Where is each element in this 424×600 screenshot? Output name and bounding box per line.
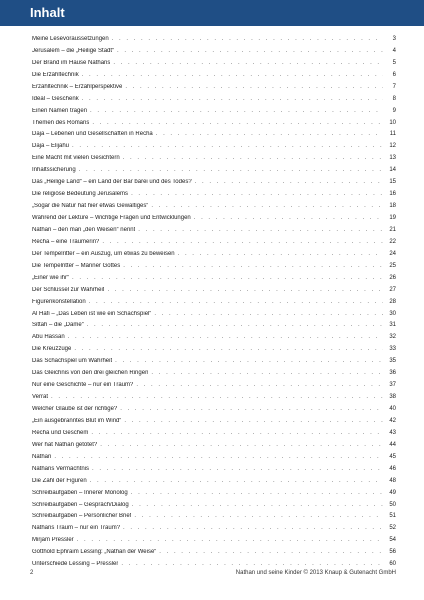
toc-entry <box>32 43 396 55</box>
toc-entry <box>32 234 396 246</box>
toc-entry-title: Gotthold Ephraim Lessing: „Nathan der Weise“ <box>32 549 157 556</box>
toc-entry-title: Welcher Glaube ist der richtige? <box>32 406 118 412</box>
toc-entry-title: Inhaltssicherung <box>32 167 76 174</box>
toc-leader-dots <box>54 454 383 461</box>
toc-entry-title: Während der Lektüre – Wichtige Fragen und Entwicklungen <box>32 215 191 221</box>
toc-entry <box>32 150 396 162</box>
toc-entry-title: Al Hafi – „Das Leben ist wie ein Schachspiel“ <box>32 310 152 317</box>
toc-entry <box>32 222 396 234</box>
toc-entry-title: Der Brand im Hause Nathans <box>32 59 111 66</box>
toc-entry <box>32 246 396 258</box>
toc-entry-page: 3 <box>392 35 396 42</box>
toc-entry-page: 16 <box>389 191 396 198</box>
footer-page-number: 2 <box>30 570 34 576</box>
toc-entry-title: Verrat <box>32 394 49 401</box>
toc-leader-dots <box>123 263 383 270</box>
toc-entry-page: 60 <box>389 561 396 568</box>
toc-entry <box>32 282 396 294</box>
toc-entry <box>32 127 396 139</box>
toc-entry-page: 32 <box>389 334 396 341</box>
toc-entry-page: 12 <box>389 143 396 150</box>
toc-entry <box>32 306 396 318</box>
toc-entry <box>32 186 396 198</box>
page-header <box>0 0 424 26</box>
toc-entry-title: Wer hat Nathan getötet? <box>32 441 98 448</box>
toc-entry-title: Ideal – Geschenk <box>32 95 79 102</box>
toc-leader-dots <box>117 48 383 55</box>
toc-entry-title: Die Zahl der Figuren <box>32 477 87 484</box>
toc-entry-title: Figurenkonstellation <box>32 298 86 305</box>
toc-entry-title: Der Schlüssel zur Wahrheit <box>32 286 105 293</box>
toc-leader-dots <box>194 215 383 222</box>
toc-entry-title: Recha – eine Träumerin? <box>32 238 100 245</box>
toc-entry-title: Der Tempelritter – ein Auszug, um etwas zu beweisen <box>32 250 175 257</box>
toc-entry <box>32 318 396 330</box>
toc-entry <box>32 520 396 532</box>
toc-entry-page: 19 <box>389 215 396 221</box>
toc-entry <box>32 329 396 341</box>
toc-entry-page: 50 <box>389 501 396 508</box>
toc-entry <box>32 55 396 67</box>
toc-leader-dots <box>156 131 383 138</box>
toc-entry <box>32 365 396 377</box>
toc-entry-page: 8 <box>392 95 396 102</box>
toc-entry-page: 37 <box>389 382 396 389</box>
toc-leader-dots <box>113 60 383 67</box>
toc-entry <box>32 270 396 282</box>
toc-entry <box>32 449 396 461</box>
toc-entry-page: 5 <box>392 59 396 66</box>
toc-leader-dots <box>154 311 383 318</box>
toc-entry-page: 4 <box>392 47 396 54</box>
toc-entry-page: 10 <box>389 119 396 126</box>
toc-entry-title: Themen des Romans <box>32 119 90 126</box>
toc-entry-title: Einen Namen tragen <box>32 107 88 114</box>
toc-entry-page: 51 <box>389 513 396 520</box>
toc-entry <box>32 509 396 521</box>
toc-entry-title: Das Gleichnis von den drei gleichen Ringen <box>32 370 149 377</box>
toc-leader-dots <box>107 287 383 294</box>
toc-entry-page: 56 <box>389 549 396 556</box>
toc-entry-title: „Sogar die Natur hat hier etwas Gewaltiges“ <box>32 203 149 210</box>
toc-leader-dots <box>124 418 383 425</box>
toc-leader-dots <box>151 203 383 210</box>
toc-entry-title: Mirjam Pressler <box>32 537 74 544</box>
toc-leader-dots <box>123 155 383 162</box>
toc-entry-page: 45 <box>389 453 396 460</box>
toc-entry <box>32 79 396 91</box>
toc-entry-page: 35 <box>389 358 396 365</box>
toc-leader-dots <box>131 490 383 497</box>
toc-leader-dots <box>68 334 383 341</box>
toc-entry <box>32 162 396 174</box>
toc-entry-page: 21 <box>389 226 396 233</box>
toc-entry <box>32 461 396 473</box>
toc-entry-page: 24 <box>389 250 396 257</box>
toc-entry-title: Die Tempelritter – Männer Gottes <box>32 262 121 269</box>
toc-entry-page: 7 <box>392 83 396 90</box>
toc-entry-title: Recha und Geschem <box>32 429 89 436</box>
toc-leader-dots <box>82 72 383 79</box>
toc-entry <box>32 67 396 79</box>
toc-leader-dots <box>92 466 383 473</box>
toc-leader-dots <box>77 537 383 544</box>
toc-entry-page: 28 <box>389 298 396 305</box>
toc-entry-title: Das „Heilige Land“ – ein Land der Bar barei und des Todes? <box>32 179 192 186</box>
toc-leader-dots <box>151 370 383 377</box>
toc-entry-title: Unterschiede Lessing – Pressler <box>32 561 119 568</box>
toc-entry-title: Daja – Elijahu <box>32 143 70 150</box>
toc-entry-page: 26 <box>389 274 396 281</box>
toc-leader-dots <box>112 36 383 43</box>
toc-entry-title: Abu Hassan <box>32 334 65 341</box>
toc-leader-dots <box>72 143 383 150</box>
toc-entry-page: 15 <box>389 179 396 186</box>
toc-entry-page: 48 <box>389 477 396 484</box>
page-footer <box>30 570 396 580</box>
toc-entry <box>32 473 396 485</box>
toc-entry-page: 9 <box>392 107 396 114</box>
toc-leader-dots <box>90 478 383 485</box>
toc-entry-page: 30 <box>389 310 396 317</box>
toc-entry-title: Nathan <box>32 453 52 460</box>
toc-entry <box>32 437 396 449</box>
toc-entry <box>32 413 396 425</box>
toc-entry <box>32 389 396 401</box>
toc-entry-page: 54 <box>389 537 396 544</box>
toc-entry-title: Die religiöse Bedeutung Jerusalems <box>32 191 129 198</box>
toc-entry-title: Erzähltechnik – Erzählperspektive <box>32 83 123 90</box>
toc-entry-title: Schreibaufgaben – Gespräch/Dialog <box>32 501 129 508</box>
toc-entry-page: 46 <box>389 465 396 472</box>
toc-entry-title: „Einer wie ihr“ <box>32 274 70 281</box>
toc-leader-dots <box>92 120 383 127</box>
toc-entry-title: Jerusalem – die „Heilige Stadt“ <box>32 47 115 54</box>
toc-entry-title: Daja – Lebenen und Gesellschaften in Recha <box>32 131 153 138</box>
toc-leader-dots <box>120 406 383 413</box>
toc-leader-dots <box>178 251 383 258</box>
toc-leader-dots <box>72 275 383 282</box>
toc-entry-title: Die Erzähltechnik <box>32 71 79 78</box>
toc-entry-page: 52 <box>389 525 396 532</box>
toc-entry <box>32 377 396 389</box>
toc-leader-dots <box>131 191 383 198</box>
toc-entry-title: Die Kreuzzüge <box>32 346 72 353</box>
toc-entry-title: Nathan – den man „den Weisen“ nennt <box>32 226 136 233</box>
page-title: Inhalt <box>30 5 65 20</box>
toc-entry-page: 44 <box>389 441 396 448</box>
toc-entry <box>32 210 396 222</box>
toc-leader-dots <box>89 299 383 306</box>
toc-entry-page: 40 <box>389 406 396 412</box>
toc-entry-page: 42 <box>389 417 396 424</box>
toc-entry <box>32 353 396 365</box>
toc-leader-dots <box>115 358 383 365</box>
footer-copyright: Nathan und seine Kinder © 2013 Knaup & Gutenacht GmbH <box>235 570 396 576</box>
toc-leader-dots <box>51 394 383 401</box>
toc-entry <box>32 401 396 413</box>
toc-entry-page: 36 <box>389 370 396 377</box>
toc-entry <box>32 556 396 568</box>
toc-entry-page: 31 <box>389 322 396 329</box>
toc-entry-title: Nur eine Geschichte – nur ein Traum? <box>32 382 134 389</box>
toc-entry <box>32 31 396 43</box>
toc-entry-page: 49 <box>389 489 396 496</box>
toc-leader-dots <box>100 442 383 449</box>
toc-entry-title: Sittah – die „Dame“ <box>32 322 84 329</box>
toc-leader-dots <box>134 513 383 520</box>
toc-entry-title: Das Schachspiel um Wahrheit <box>32 358 113 365</box>
table-of-contents <box>32 31 396 568</box>
toc-entry <box>32 544 396 556</box>
toc-entry-page: 18 <box>389 203 396 210</box>
toc-leader-dots <box>136 382 383 389</box>
toc-entry-title: Nathans Vermächtnis <box>32 465 90 472</box>
toc-entry <box>32 341 396 353</box>
toc-entry-page: 43 <box>389 429 396 436</box>
toc-entry-page: 14 <box>389 167 396 174</box>
toc-leader-dots <box>91 430 383 437</box>
toc-entry-title: „Ein ausgebranntes Blut im Wind“ <box>32 417 122 424</box>
toc-leader-dots <box>82 96 383 103</box>
toc-leader-dots <box>87 322 383 329</box>
toc-leader-dots <box>90 108 383 115</box>
toc-entry-page: 25 <box>389 262 396 269</box>
toc-entry-page: 6 <box>392 71 396 78</box>
toc-leader-dots <box>123 525 383 532</box>
toc-entry-title: Meine Lesevoraussetzungen <box>32 35 109 42</box>
toc-entry-page: 27 <box>389 286 396 293</box>
toc-entry <box>32 115 396 127</box>
toc-leader-dots <box>74 346 383 353</box>
toc-entry <box>32 532 396 544</box>
toc-leader-dots <box>121 561 383 568</box>
toc-entry <box>32 258 396 270</box>
toc-leader-dots <box>195 179 383 186</box>
toc-leader-dots <box>102 239 383 246</box>
toc-leader-dots <box>125 84 383 91</box>
toc-entry <box>32 198 396 210</box>
toc-entry <box>32 103 396 115</box>
toc-entry <box>32 174 396 186</box>
toc-entry <box>32 294 396 306</box>
toc-entry <box>32 497 396 509</box>
toc-leader-dots <box>132 502 383 509</box>
toc-entry-page: 38 <box>389 394 396 401</box>
toc-leader-dots <box>138 227 383 234</box>
toc-entry <box>32 425 396 437</box>
toc-entry-page: 33 <box>389 346 396 353</box>
toc-leader-dots <box>79 167 383 174</box>
toc-entry-title: Schreibaufgaben – Persönlicher Brief <box>32 513 132 520</box>
toc-entry-page: 13 <box>389 155 396 162</box>
toc-entry-page: 22 <box>389 238 396 245</box>
toc-entry-page: 11 <box>389 131 396 138</box>
toc-entry <box>32 138 396 150</box>
toc-entry-title: Nathans Traum – nur ein Traum? <box>32 525 121 532</box>
toc-entry-title: Eine Macht mit vielen Gesichtern <box>32 155 120 162</box>
toc-leader-dots <box>159 549 383 556</box>
toc-entry <box>32 485 396 497</box>
toc-entry <box>32 91 396 103</box>
toc-entry-title: Schreibaufgaben – Innerer Monolog <box>32 489 128 496</box>
